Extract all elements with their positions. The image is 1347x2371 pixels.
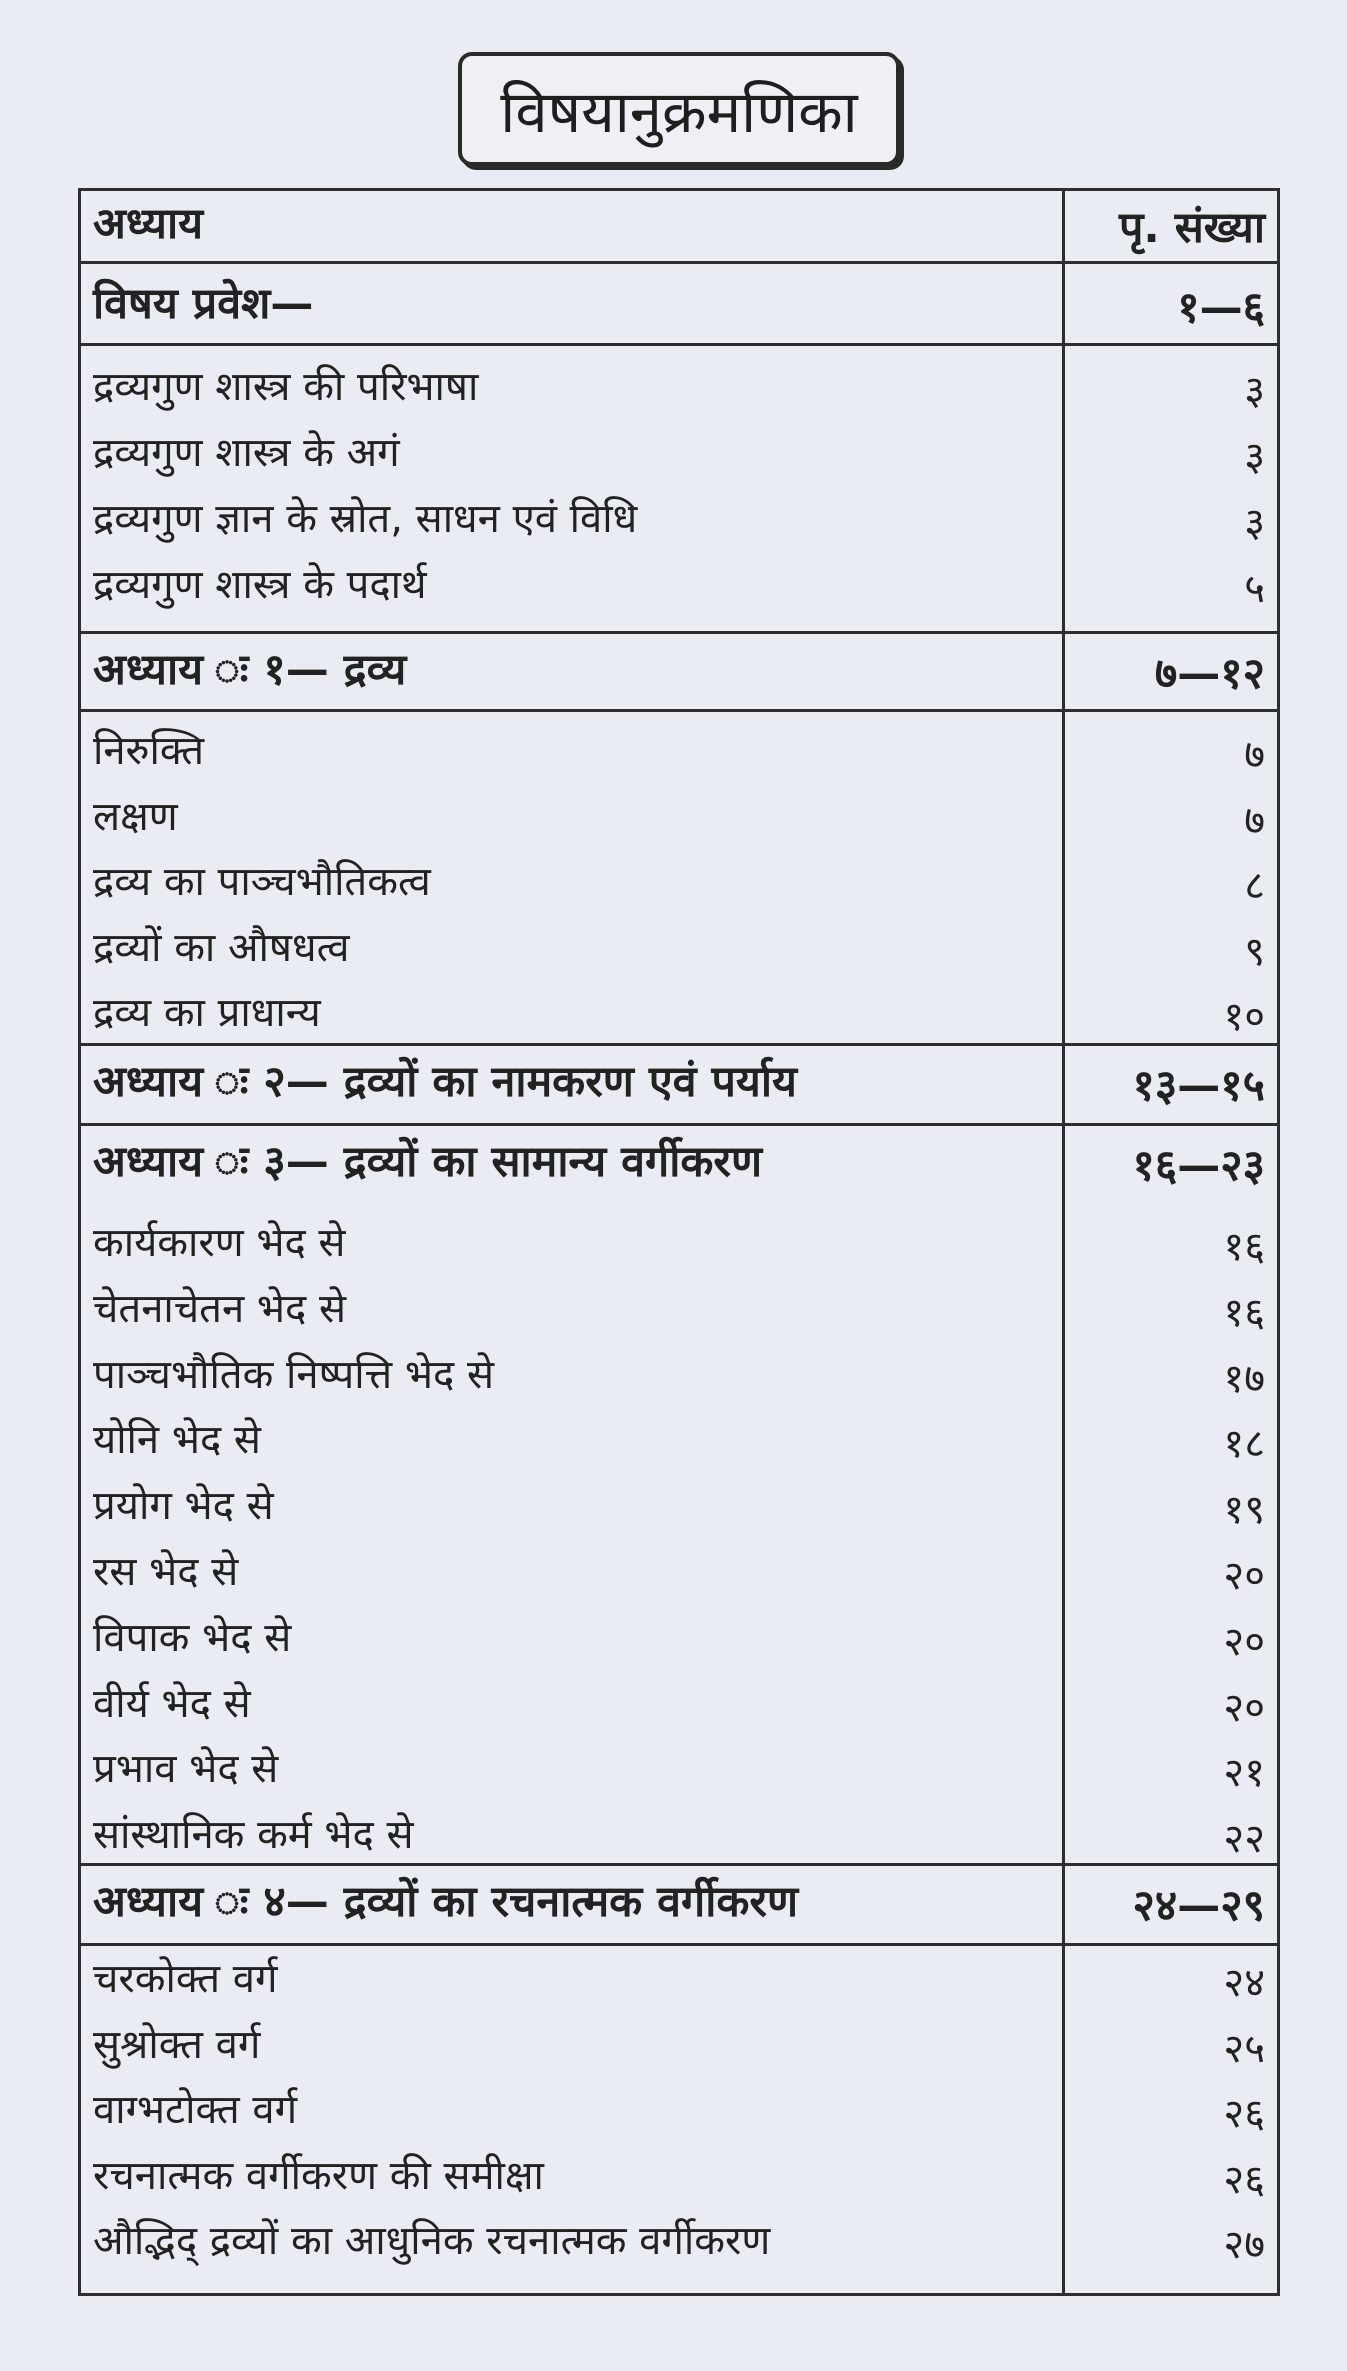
toc-entry-label: चेतनाचेतन भेद से — [93, 1285, 346, 1332]
toc-entry-page: २० — [1223, 1618, 1265, 1665]
toc-entry-label: सांस्थानिक कर्म भेद से — [93, 1812, 414, 1859]
toc-entry-page: २० — [1223, 1553, 1265, 1599]
toc-entry-page: १७ — [1223, 1355, 1265, 1402]
toc-entry-label: वीर्य भेद से — [93, 1680, 251, 1727]
toc-entry-label: द्रव्यगुण शास्त्र के अगं — [93, 430, 400, 476]
toc-entry-label: औद्भिद् द्रव्यों का आधुनिक रचनात्मक वर्गीकरण — [93, 2218, 771, 2264]
toc-entry-page: ९ — [1244, 928, 1265, 975]
section-heading: अध्याय ः २— द्रव्यों का नामकरण एवं पर्याय — [93, 1057, 797, 1107]
row-divider — [81, 709, 1277, 712]
toc-entry-page: १० — [1223, 994, 1265, 1040]
row-divider — [81, 1863, 1277, 1866]
row-divider — [81, 1123, 1277, 1126]
section-heading: अध्याय ः ३— द्रव्यों का सामान्य वर्गीकरण — [93, 1137, 763, 1187]
section-page-range: १३—१५ — [1132, 1061, 1265, 1111]
toc-entry-page: २० — [1223, 1684, 1265, 1731]
row-divider — [81, 1943, 1277, 1946]
section-page-range: १—६ — [1177, 283, 1265, 333]
toc-entry-page: ३ — [1244, 500, 1265, 546]
row-divider — [81, 261, 1277, 264]
toc-entry-page: ८ — [1244, 863, 1265, 909]
toc-entry-page: १८ — [1223, 1421, 1265, 1468]
toc-entry-page: १९ — [1223, 1487, 1265, 1534]
page-title: विषयानुक्रमणिका — [458, 52, 900, 166]
section-page-range: ७—१२ — [1154, 649, 1265, 699]
toc-entry-page: २४ — [1223, 1960, 1265, 2006]
toc-entry-label: निरुक्ति — [93, 728, 205, 774]
toc-entry-page: ५ — [1244, 566, 1265, 612]
toc-entry-label: द्रव्य का प्राधान्य — [93, 990, 321, 1036]
toc-entry-page: २६ — [1223, 2156, 1265, 2203]
column-header-page: पृ. संख्या — [1118, 203, 1265, 253]
toc-table — [78, 188, 1280, 2296]
section-heading: अध्याय ः १— द्रव्य — [93, 645, 407, 695]
toc-entry-page: १६ — [1223, 1289, 1265, 1336]
toc-entry-page: १६ — [1223, 1224, 1265, 1270]
toc-entry-label: सुश्रोक्त वर्ग — [93, 2021, 261, 2068]
toc-entry-label: द्रव्यों का औषधत्व — [93, 924, 350, 971]
toc-entry-label: प्रयोग भेद से — [93, 1483, 274, 1530]
toc-entry-page: २५ — [1223, 2025, 1265, 2072]
toc-entry-page: ३ — [1244, 434, 1265, 480]
toc-entry-page: २७ — [1223, 2222, 1265, 2268]
toc-entry-page: २१ — [1223, 1750, 1265, 1797]
toc-entry-label: योनि भेद से — [93, 1417, 261, 1464]
toc-entry-page: २२ — [1223, 1816, 1265, 1863]
toc-entry-label: द्रव्य का पाञ्चभौतिकत्व — [93, 859, 431, 905]
toc-entry-label: चरकोक्त वर्ग — [93, 1956, 278, 2002]
toc-entry-label: विपाक भेद से — [93, 1614, 292, 1661]
toc-entry-label: पाञ्चभौतिक निष्पत्ति भेद से — [93, 1351, 495, 1398]
toc-entry-label: वाग्भटोक्त वर्ग — [93, 2087, 298, 2133]
toc-entry-label: कार्यकारण भेद से — [93, 1220, 346, 1266]
toc-entry-label: प्रभाव भेद से — [93, 1746, 279, 1793]
section-heading: अध्याय ः ४— द्रव्यों का रचनात्मक वर्गीकरण — [93, 1877, 799, 1927]
column-divider — [1062, 191, 1065, 2293]
toc-entry-page: ७ — [1244, 732, 1265, 778]
toc-entry-label: रचनात्मक वर्गीकरण की समीक्षा — [93, 2152, 544, 2199]
column-header-chapter: अध्याय — [93, 199, 204, 249]
section-page-range: १६—२३ — [1132, 1141, 1265, 1191]
toc-entry-label: द्रव्यगुण शास्त्र के पदार्थ — [93, 562, 427, 608]
toc-entry-label: रस भेद से — [93, 1549, 239, 1595]
toc-entry-page: २६ — [1223, 2091, 1265, 2137]
row-divider — [81, 1043, 1277, 1046]
toc-entry-page: ७ — [1244, 797, 1265, 844]
section-heading: विषय प्रवेश— — [93, 279, 314, 329]
toc-entry-page: ३ — [1244, 368, 1265, 414]
row-divider — [81, 631, 1277, 634]
toc-entry-label: द्रव्यगुण ज्ञान के स्रोत, साधन एवं विधि — [93, 496, 638, 542]
toc-entry-label: द्रव्यगुण शास्त्र की परिभाषा — [93, 364, 479, 410]
section-page-range: २४—२९ — [1132, 1881, 1265, 1931]
row-divider — [81, 343, 1277, 346]
toc-entry-label: लक्षण — [93, 793, 178, 840]
